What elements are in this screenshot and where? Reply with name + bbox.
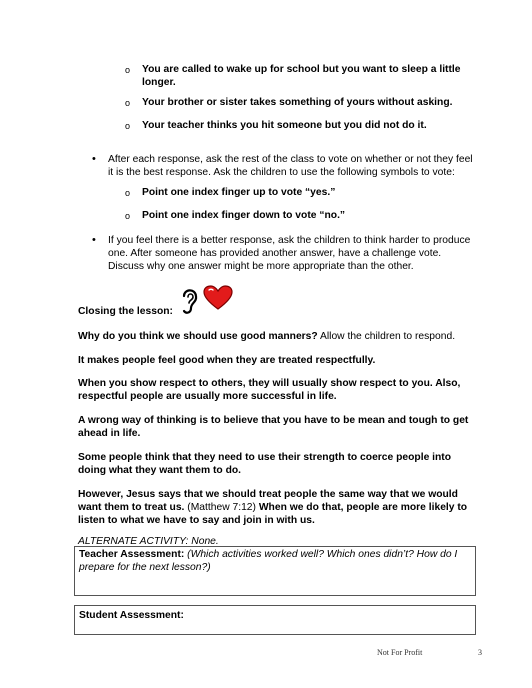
circle-bullet: o [125, 98, 131, 108]
circle-bullet: o [125, 121, 131, 131]
bullet-1-line-2: it is the best response. Ask the children to use the following symbols to vote: [108, 167, 455, 178]
bullet-2-line-1: If you feel there is a better response, ask the children to think harder to produce [108, 235, 471, 246]
paragraph-4-line-1: A wrong way of thinking is to believe that you have to be mean and tough to get [78, 415, 469, 426]
teacher-assessment-box[interactable] [74, 546, 476, 596]
bullet-2-line-3: Discuss why one answer might be more appropriate than the other. [108, 261, 414, 272]
ear-icon [178, 286, 200, 316]
paragraph-3-line-2: respectful people are usually more successful in life. [78, 391, 337, 402]
bullet-2-line-2: one. After someone has provided another answer, have a challenge vote. [108, 248, 442, 259]
teacher-assessment-line-2: prepare for the next lesson?) [79, 562, 211, 573]
circle-bullet: o [125, 211, 131, 221]
paragraph-6-line-3: listen to what we have to say and join in with us. [78, 515, 315, 526]
alternate-activity: ALTERNATE ACTIVITY: None. [78, 536, 219, 547]
heart-icon [203, 285, 233, 311]
student-assessment-label: Student Assessment: [79, 610, 184, 621]
paragraph-2: It makes people feel good when they are treated respectfully. [78, 355, 376, 366]
closing-heading: Closing the lesson: [78, 306, 173, 317]
vote-no: Point one index finger down to vote “no.” [142, 210, 346, 221]
paragraph-5-line-1: Some people think that they need to use their strength to coerce people into [78, 452, 452, 463]
paragraph-5-line-2: doing what they want them to do. [78, 465, 242, 476]
paragraph-1: Why do you think we should use good manners? Allow the children to respond. [78, 331, 456, 342]
bullet: • [92, 234, 96, 246]
scenario-1-line-1: You are called to wake up for school but you want to sleep a little [142, 64, 461, 75]
circle-bullet: o [125, 65, 131, 75]
student-assessment-box[interactable] [74, 605, 476, 635]
paragraph-6-line-1: However, Jesus says that we should treat people the same way that we would [78, 489, 458, 500]
teacher-assessment-line-1: Teacher Assessment: (Which activities worked well? Which ones didn’t? How do I [79, 549, 458, 560]
circle-bullet: o [125, 188, 131, 198]
scenario-1-line-2: longer. [142, 77, 176, 88]
scenario-2: Your brother or sister takes something of yours without asking. [142, 97, 453, 108]
page-number: 3 [478, 648, 482, 657]
paragraph-4-line-2: ahead in life. [78, 428, 141, 439]
vote-yes: Point one index finger up to vote “yes.” [142, 187, 336, 198]
bullet-1-line-1: After each response, ask the rest of the class to vote on whether or not they feel [108, 154, 473, 165]
bullet: • [92, 153, 96, 165]
paragraph-3-line-1: When you show respect to others, they will usually show respect to you. Also, [78, 378, 461, 389]
footer-text: Not For Profit [377, 648, 423, 657]
scenario-3: Your teacher thinks you hit someone but you did not do it. [142, 120, 427, 131]
paragraph-6-line-2: want them to treat us. (Matthew 7:12) When we do that, people are more likely to [78, 502, 468, 513]
